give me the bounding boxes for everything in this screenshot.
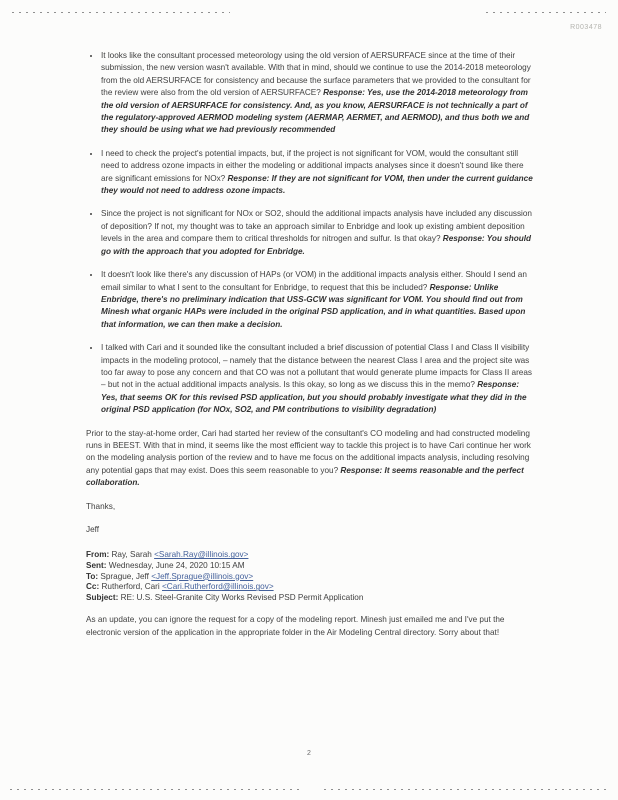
scan-artifact-dots-top-right <box>486 11 606 13</box>
subject-value: RE: U.S. Steel-Granite City Works Revised PSD Permit Application <box>118 592 364 602</box>
cc-email-link[interactable]: <Cari.Rutherford@illinois.gov> <box>162 582 274 592</box>
bullet-text: It looks like the consultant processed meteorology using the old version of AERSURFACE since at the time of their submission, the new version wasn't available. With that in mind, should we continue to use the 2014-2018 meteorology from the old AERSURFACE for consistency and because the surface parameters that we provided to the consultant for the review were also from the old version of AERSURFACE? <box>101 51 531 98</box>
subject-label: Subject: <box>86 592 119 602</box>
signature: Jeff <box>86 525 100 534</box>
bullet-item <box>101 342 534 416</box>
bullet-response: Response: If they are not significant for VOM, then under the current guidance they would not need to address ozone impacts. <box>101 173 533 196</box>
update-paragraph: As an update, you can ignore the request for a copy of the modeling report. Minesh just emailed me and I've put the electronic version of the application in the appropriate folder in the Air Modeling Central directory. Sorry about that! <box>86 615 505 637</box>
closing-paragraph <box>86 428 534 490</box>
bullet-response: Response: You should go with the approach that you adopted for Enbridge. <box>101 234 532 256</box>
subject-line <box>86 593 534 604</box>
bullet-response: Response: Unlike Enbridge, there's no preliminary indication that USS-GCW was significant for VOM. You should find out from Minesh what organic HAPs were included in the original PSD application, and in what quantities. Based upon that information, we can then make a decision. <box>101 282 526 329</box>
sent-label: Sent: <box>86 561 107 570</box>
page-number: 2 <box>307 750 311 757</box>
from-name: Ray, Sarah <box>109 550 155 560</box>
from-label: From: <box>86 550 110 560</box>
bullet-list <box>86 50 534 417</box>
closing-text: Prior to the stay-at-home order, Cari had started her review of the consultant's CO modeling and had constructed modeling runs in BEEST. With that in mind, it seems like the most efficient way to tackle this project is to have Cari continue her work on the modeling analysis portion of the review and to have me focus on the additional impacts analysis, including resolving any potential gaps that may exist. Does this seem reasonable to you? <box>86 428 531 475</box>
thanks-line: Thanks, <box>86 501 116 511</box>
bullet-item <box>101 208 534 258</box>
scan-artifact-dots-bottom-left <box>10 788 302 790</box>
bullet-item <box>101 148 534 198</box>
bullet-text: I need to check the project's potential impacts, but, if the project is not significant for VOM, would the consultant still need to address ozone impacts in either the modeling or additional impacts analyses since it doesn't sound like there are significant emissions for NOx? <box>101 148 524 183</box>
from-email-link[interactable]: <Sarah.Ray@illinois.gov> <box>154 550 249 560</box>
bullet-response: Response: Yes, use the 2014-2018 meteorology from the old version of AERSURFACE for consistency. And, as you know, AERSURFACE is not technically a part of the regulatory-approved AERMOD modeling system (AERMAP, AERMET, and AERMOD), and thus both we and they should be using what we had previously recommended <box>101 88 530 135</box>
scan-artifact-dots-bottom-right <box>324 788 608 790</box>
email-header <box>86 550 534 603</box>
cc-label: Cc: <box>86 582 100 592</box>
from-line <box>86 550 534 561</box>
to-line <box>86 572 534 583</box>
email-body <box>86 50 534 650</box>
bullet-text: Since the project is not significant for NOx or SO2, should the additional impacts analysis have included any discussion of deposition? If not, my thought was to take an approach similar to Enbridge and look up existing ambient deposition levels in the area and compare them to critical thresholds for nitrogen and sulfur. Is that okay? <box>101 209 532 244</box>
bates-number: R003478 <box>570 24 602 31</box>
bullet-item <box>101 269 534 331</box>
cc-name: Rutherford, Cari <box>99 582 162 592</box>
bullet-response: Response: Yes, that seems OK for this revised PSD application, but you should probably investigate what they did in the original PSD application (for NOx, SO2, and PM contributions to visibility degradation) <box>101 380 527 415</box>
scan-artifact-dots-top-left <box>12 11 230 13</box>
cc-line <box>86 582 534 593</box>
sent-line <box>86 561 534 572</box>
bullet-text: It doesn't look like there's any discussion of HAPs (or VOM) in the additional impacts analysis either. Should I send an email similar to what I sent to the consultant for Enbridge, to request that this be included? <box>101 270 527 292</box>
closing-response: Response: It seems reasonable and the perfect collaboration. <box>86 465 524 488</box>
bullet-item <box>101 50 534 137</box>
to-label: To: <box>86 571 99 581</box>
sent-value: Wednesday, June 24, 2020 10:15 AM <box>106 561 245 570</box>
bullet-text: I talked with Cari and it sounded like the consultant included a brief discussion of potential Class I and Class II visibility impacts in the modeling protocol, – namely that the distance between the nearest Class I area and the project site was too far away to pose any concern and that CO was not a pollutant that would generate plume impacts for Class II areas – but not in the actual additional impacts analysis. Is this okay, so long as we discuss this in the memo? <box>101 343 532 390</box>
to-email-link[interactable]: <Jeff.Sprague@illinois.gov> <box>151 571 254 581</box>
to-name: Sprague, Jeff <box>98 571 152 581</box>
